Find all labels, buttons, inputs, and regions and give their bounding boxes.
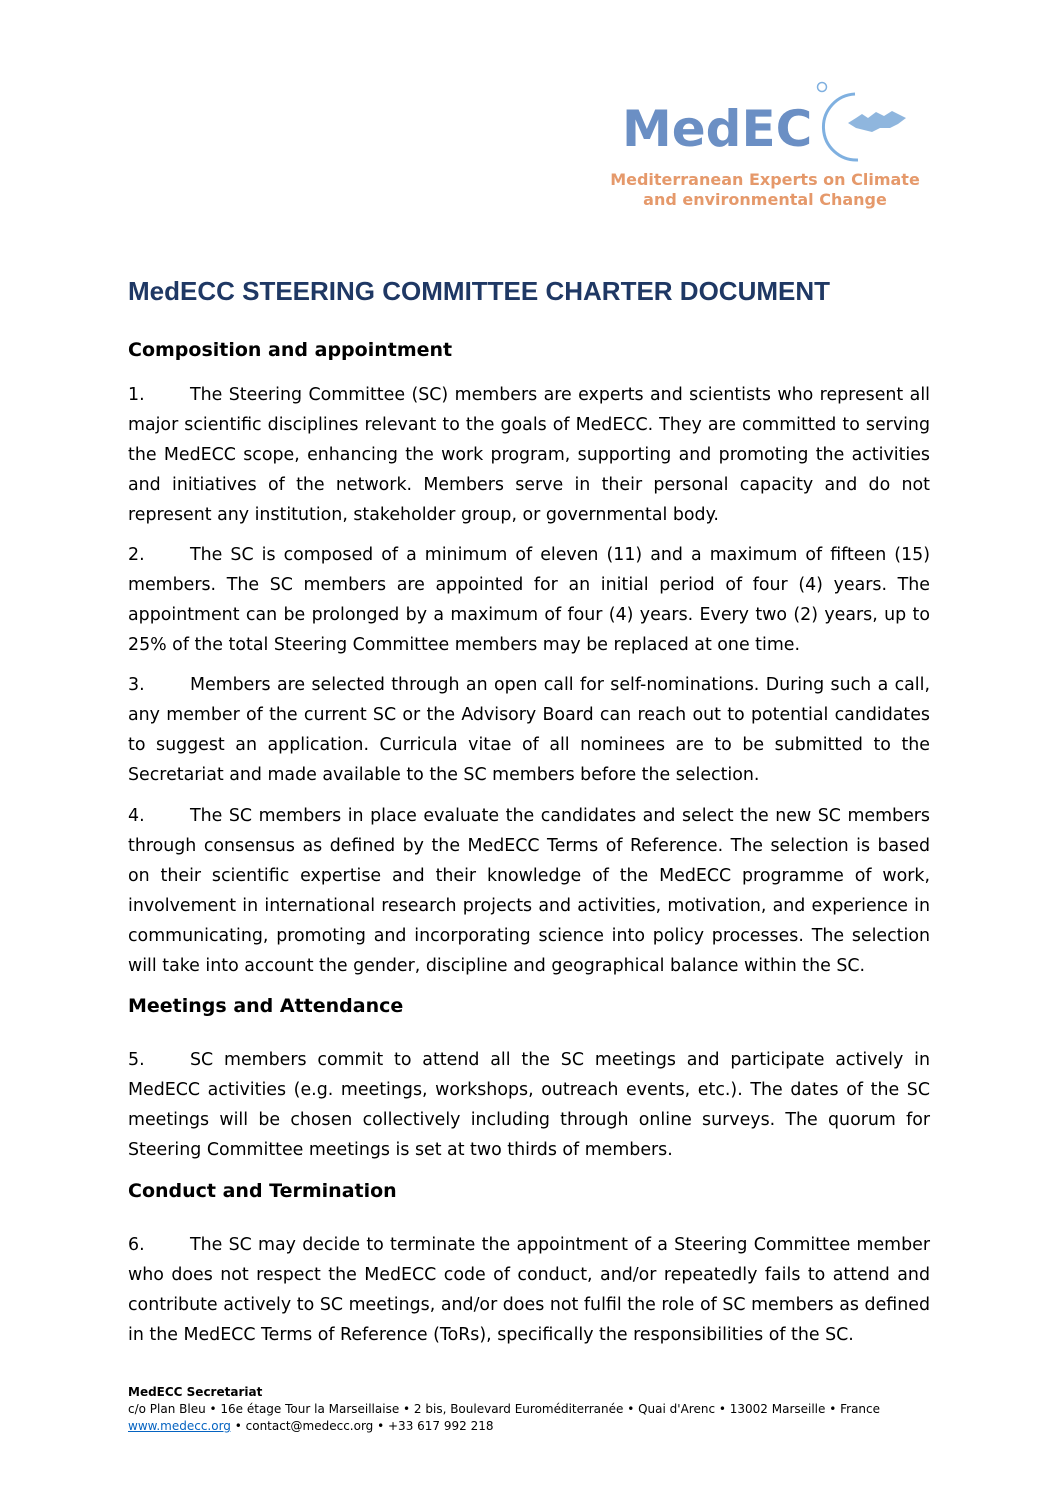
paragraph-text: Members are selected through an open call for self-nominations. During such a call, any member of the current SC or the Advisory Board can reach out to potential candidates to suggest an application. Curricula vitae of all nominees are to be submitted to the Secretariat and made available to the SC members before the selection. <box>128 675 930 785</box>
paragraph-text: The Steering Committee (SC) members are experts and scientists who represent all major scientific disciplines relevant to the goals of MedECC. They are committed to serving the MedECC scope, enhancing the work program, supporting and promoting the activities and initiatives of the network. Members serve in their personal capacity and do not represent any institution, stakeholder group, or governmental body. <box>128 385 930 525</box>
mediterranean-map-icon <box>848 111 906 132</box>
logo-ring-icon <box>823 94 858 160</box>
paragraph-text: The SC members in place evaluate the candidates and select the new SC members through consensus as defined by the MedECC Terms of Reference. The selection is based on their scientific expertise and their knowledge of the MedECC programme of work, involvement in international research projects and activities, motivation, and experience in communicating, promoting and incorporating science into policy processes. The selection will take into account the gender, discipline and geographical balance within the SC. <box>128 806 930 976</box>
logo-wordmark-graphic: MedEC <box>622 100 813 158</box>
footer-contact-line <box>128 1418 880 1435</box>
footer-address: c/o Plan Bleu • 16e étage Tour la Marseillaise • 2 bis, Boulevard Euroméditerranée • Quai d'Arenc • 13002 Marseille • France <box>128 1402 881 1416</box>
footer-org: MedECC Secretariat <box>128 1385 263 1399</box>
paragraph-4 <box>128 801 930 981</box>
paragraph-1 <box>128 380 930 530</box>
paragraph-text: The SC may decide to terminate the appointment of a Steering Committee member who does not respect the MedECC code of conduct, and/or repeatedly fails to attend and contribute actively to SC meetings, and/or does not fulfil the role of SC members as defined in the MedECC Terms of Reference (ToRs), specifically the responsibilities of the SC. <box>128 1235 930 1345</box>
paragraph-text: SC members commit to attend all the SC meetings and participate actively in MedECC activities (e.g. meetings, workshops, outreach events, etc.). The dates of the SC meetings will be chosen collectively including through online surveys. The quorum for Steering Committee meetings is set at two thirds of members. <box>128 1050 930 1160</box>
logo-tagline-line2: and environmental Change <box>643 190 887 209</box>
document-title: MedECC STEERING COMMITTEE CHARTER DOCUMENT <box>128 276 830 306</box>
paragraph-number: 4. <box>128 806 145 826</box>
heading-composition: Composition and appointment <box>128 339 453 361</box>
paragraph-number: 2. <box>128 545 145 565</box>
paragraph-number: 6. <box>128 1235 145 1255</box>
paragraph-6 <box>128 1230 930 1350</box>
medecc-logo-graphic <box>600 78 930 168</box>
logo-tagline-line1: Mediterranean Experts on Climate <box>610 170 920 189</box>
paragraph-number: 5. <box>128 1050 145 1070</box>
logo-dot-icon <box>818 83 827 92</box>
paragraph-3 <box>128 670 930 790</box>
heading-meetings: Meetings and Attendance <box>128 995 404 1017</box>
paragraph-5 <box>128 1045 930 1165</box>
footer-contact: • contact@medecc.org • +33 617 992 218 <box>230 1419 494 1433</box>
footer <box>128 1384 880 1435</box>
heading-conduct: Conduct and Termination <box>128 1180 397 1202</box>
website-link[interactable]: www.medecc.org <box>128 1419 231 1433</box>
paragraph-2 <box>128 540 930 660</box>
paragraph-text: The SC is composed of a minimum of eleven (11) and a maximum of fifteen (15) members. The SC members are appointed for an initial period of four (4) years. The appointment can be prolonged by a maximum of four (4) years. Every two (2) years, up to 25% of the total Steering Committee members may be replaced at one time. <box>128 545 930 655</box>
medecc-logo <box>600 78 930 213</box>
paragraph-number: 3. <box>128 675 145 695</box>
paragraph-number: 1. <box>128 385 145 405</box>
